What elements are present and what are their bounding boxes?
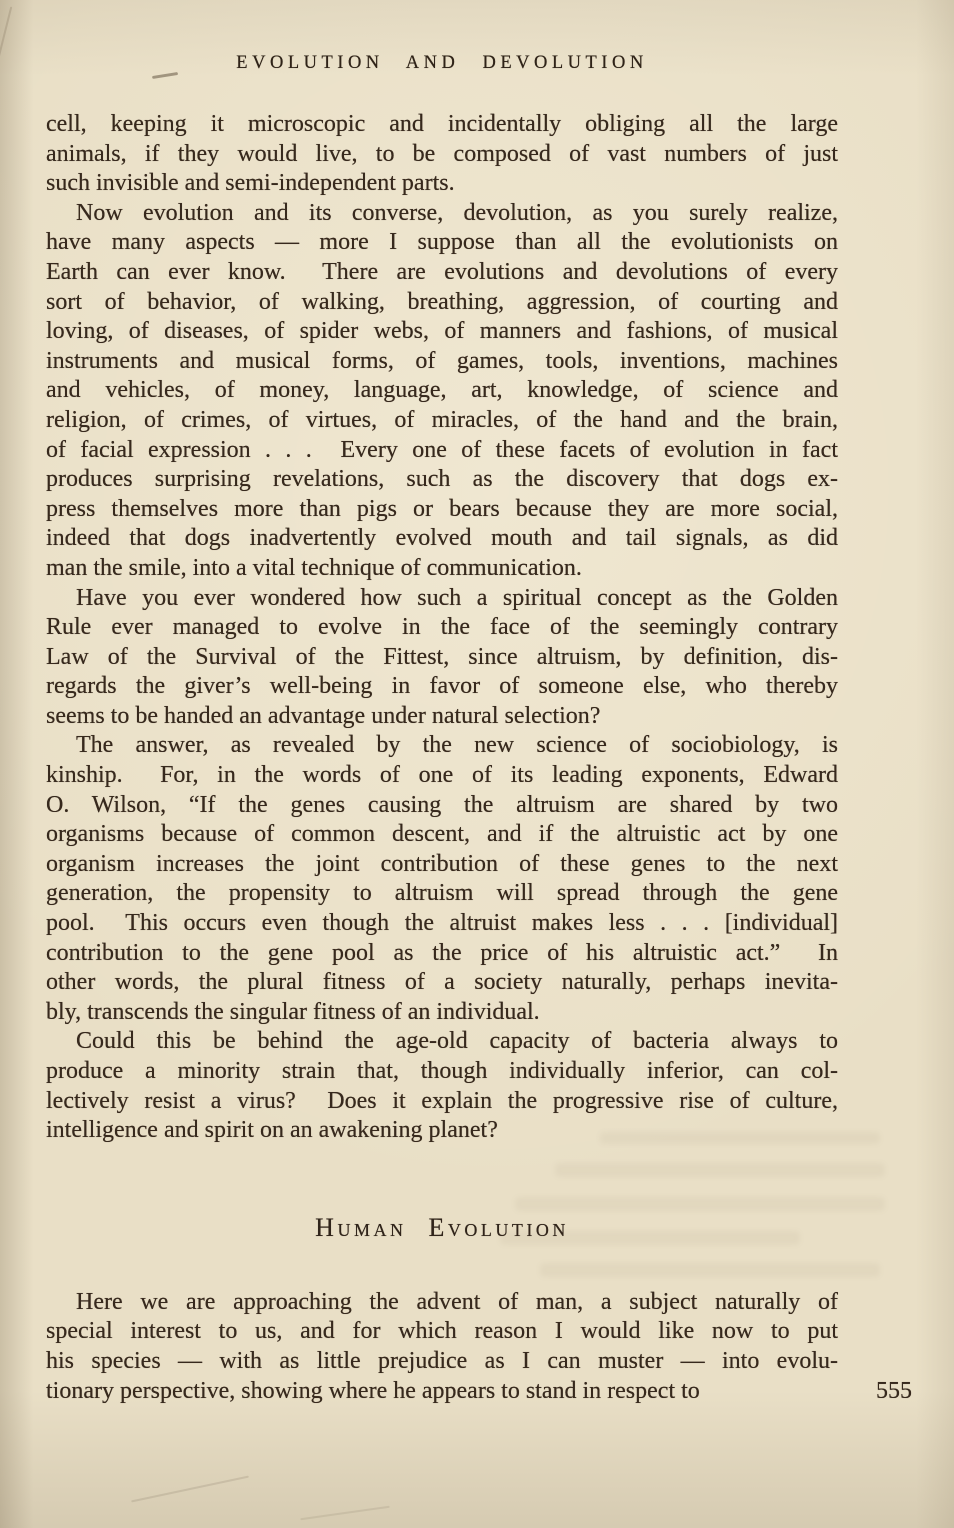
text-line: religion, of crimes, of virtues, of miracles, of the hand and the brain, bbox=[46, 406, 838, 433]
text-line: lectively resist a virus? Does it explain the progressive rise of culture, bbox=[46, 1087, 838, 1114]
text-line: kinship. For, in the words of one of its leading exponents, Edward bbox=[46, 762, 838, 789]
text-line: O. Wilson, “If the genes causing the altruism are shared by two bbox=[46, 791, 838, 818]
paragraph bbox=[46, 199, 838, 584]
page-number: 555 bbox=[876, 1377, 912, 1404]
text-line: Law of the Survival of the Fittest, since altruism, by definition, dis- bbox=[46, 643, 838, 670]
paragraph bbox=[46, 584, 838, 732]
text-line: regards the giver’s well-being in favor of someone else, who thereby bbox=[46, 673, 838, 700]
text-line: indeed that dogs inadvertently evolved mouth and tail signals, as did bbox=[46, 525, 838, 552]
section-heading: Human Evolution bbox=[315, 1212, 569, 1242]
text-line: have many aspects — more I suppose than all the evolutionists on bbox=[46, 229, 838, 256]
text-line: animals, if they would live, to be composed of vast numbers of just bbox=[46, 140, 838, 167]
paragraph bbox=[46, 1027, 838, 1145]
text-line: seems to be handed an advantage under natural selection? bbox=[46, 702, 601, 729]
running-header: EVOLUTION AND DEVOLUTION bbox=[236, 53, 648, 73]
text-line: organism increases the joint contribution of these genes to the next bbox=[46, 850, 838, 877]
text-line: sort of behavior, of walking, breathing, aggression, of courting and bbox=[46, 288, 838, 315]
text-line: produce a minority strain that, though individually inferior, can col- bbox=[46, 1058, 838, 1084]
paragraph bbox=[46, 1288, 912, 1406]
scratch-mark bbox=[300, 1506, 389, 1520]
paragraph bbox=[46, 731, 838, 1027]
text-line: Could this be behind the age-old capacity of bacteria always to bbox=[76, 1028, 838, 1055]
text-line: man the smile, into a vital technique of communication. bbox=[46, 554, 582, 581]
text-line: pool. This occurs even though the altruist makes less . . . [individual] bbox=[46, 910, 838, 937]
text-line: press themselves more than pigs or bears because they are more social, bbox=[46, 495, 838, 522]
scratch-mark bbox=[131, 1476, 249, 1502]
text-line: bly, transcends the singular fitness of an individual. bbox=[46, 998, 540, 1025]
text-line: other words, the plural fitness of a society naturally, perhaps inevita- bbox=[46, 969, 838, 996]
text-line: cell, keeping it microscopic and incidentally obliging all the large bbox=[46, 111, 838, 137]
text-line: and vehicles, of money, language, art, knowledge, of science and bbox=[46, 377, 838, 404]
text-line: Here we are approaching the advent of man, a subject naturally of bbox=[76, 1288, 838, 1315]
text-line: special interest to us, and for which reason I would like now to put bbox=[46, 1318, 838, 1345]
text-line: Earth can ever know. There are evolutions and devolutions of every bbox=[46, 258, 838, 285]
text-line: intelligence and spirit on an awakening planet? bbox=[46, 1117, 498, 1144]
text-line: Rule ever managed to evolve in the face of the seemingly contrary bbox=[46, 614, 838, 641]
text-line: instruments and musical forms, of games, tools, inventions, machines bbox=[46, 347, 838, 374]
text-line: his species — with as little prejudice as I can muster — into evolu- bbox=[46, 1347, 838, 1374]
text-line: loving, of diseases, of spider webs, of manners and fashions, of musical bbox=[46, 318, 838, 345]
text-line: The answer, as revealed by the new science of sociobiology, is bbox=[76, 732, 838, 759]
scratch-mark bbox=[0, 7, 12, 58]
text-line: generation, the propensity to altruism will spread through the gene bbox=[46, 880, 838, 907]
text-line: organisms because of common descent, and if the altruistic act by one bbox=[46, 821, 838, 848]
text-line: contribution to the gene pool as the price of his altruistic act.” In bbox=[46, 939, 838, 966]
text-column bbox=[46, 110, 912, 1406]
text-line: Have you ever wondered how such a spiritual concept as the Golden bbox=[76, 584, 838, 611]
text-line: tionary perspective, showing where he appears to stand in respect to 555 bbox=[46, 1377, 838, 1407]
paragraph bbox=[46, 110, 838, 199]
text-line: of facial expression . . . Every one of these facets of evolution in fact bbox=[46, 436, 838, 463]
text-line: such invisible and semi-independent parts. bbox=[46, 170, 455, 197]
text-line: Now evolution and its converse, devolution, as you surely realize, bbox=[76, 199, 838, 226]
text-line: produces surprising revelations, such as the discovery that dogs ex- bbox=[46, 466, 838, 493]
